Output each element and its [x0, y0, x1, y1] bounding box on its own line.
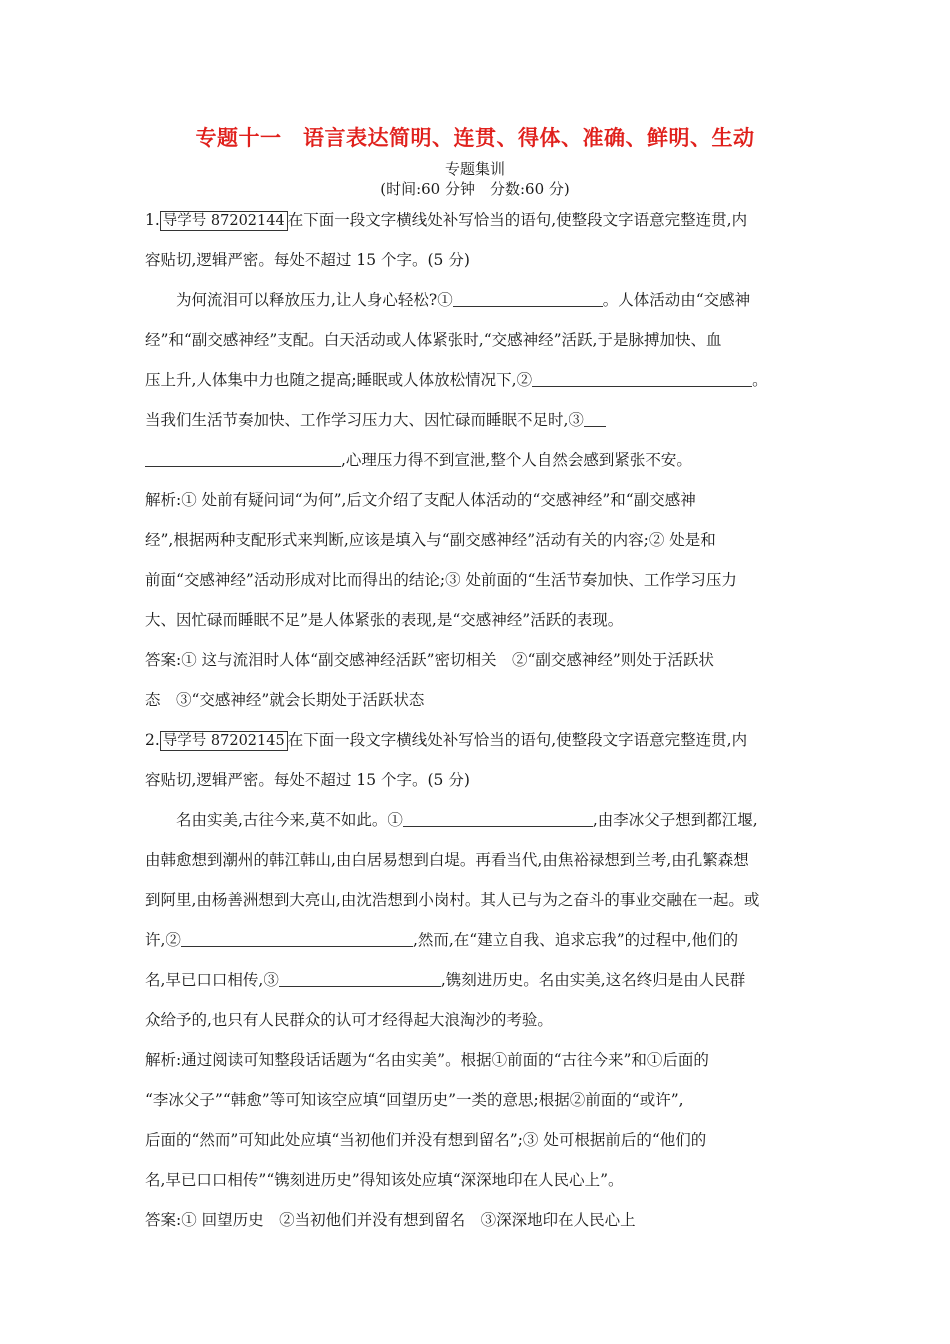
q1-prompt-cont: 容贴切,逻辑严密。每处不超过 15 个字。(5 分) — [145, 251, 470, 269]
q2-passage-line: 众给予的,也只有人民群众的认可才经得起大浪淘沙的考验。 — [145, 1011, 553, 1029]
q1-answer-line: 答案:① 这与流泪时人体“副交感神经活跃”密切相关 ②“副交感神经”则处于活跃状 — [145, 651, 714, 669]
q2-passage-line: 名,早已口口相传,③ ,镌刻进历史。名由实美,这名终归是由人民群 — [145, 960, 810, 1000]
q2-passage-line: 由韩愈想到潮州的韩江韩山,由白居易想到白堤。再看当代,由焦裕禄想到兰考,由孔繁森想 — [145, 851, 749, 869]
q1-passage-line: 压上升,人体集中力也随之提高;睡眠或人体放松情况下,② 。 — [145, 360, 810, 400]
q2-blank-2[interactable] — [181, 928, 413, 947]
q2-number: 2. — [145, 731, 160, 749]
page-title: 专题十一 语言表达简明、连贯、得体、准确、鲜明、生动 — [195, 126, 755, 150]
page-subtitle: 专题集训 — [444, 160, 505, 178]
q1-passage-line: ,心理压力得不到宣泄,整个人自然会感到紧张不安。 — [145, 440, 810, 480]
q1-blank-3-cont[interactable] — [145, 448, 341, 467]
q2-analysis-line: “李冰父子”“韩愈”等可知该空应填“回望历史”一类的意思;根据②前面的“或许”, — [145, 1091, 684, 1109]
q2-analysis-line: 名,早已口口相传”“镌刻进历史”得知该处应填“深深地印在人民心上”。 — [145, 1171, 624, 1189]
q1-analysis-line: 前面“交感神经”活动形成对比而得出的结论;③ 处前面的“生活节奏加快、工作学习压力 — [145, 571, 737, 589]
q1-blank-3[interactable] — [584, 408, 606, 427]
q2-prompt-cont: 容贴切,逻辑严密。每处不超过 15 个字。(5 分) — [145, 771, 470, 789]
q2-passage-line: 许,② ,然而,在“建立自我、追求忘我”的过程中,他们的 — [145, 920, 810, 960]
q2-answer-line: 答案:① 回望历史 ②当初他们并没有想到留名 ③深深地印在人民心上 — [145, 1211, 636, 1229]
q2-tag: 导学号 87202145 — [160, 731, 288, 751]
q1-number: 1. — [145, 211, 160, 229]
q1-blank-1[interactable] — [453, 288, 603, 307]
q1-analysis-line: 大、因忙碌而睡眠不足”是人体紧张的表现,是“交感神经”活跃的表现。 — [145, 611, 624, 629]
q2-prompt: 2. 导学号 87202145 在下面一段文字横线处补写恰当的语句,使整段文字语意完整连贯,内 — [145, 731, 748, 749]
exam-meta: (时间:60 分钟 分数:60 分) — [380, 180, 570, 198]
q2-blank-1[interactable] — [403, 808, 593, 827]
q1-analysis-line: 经”,根据两种支配形式来判断,应该是填入与“副交感神经”活动有关的内容;② 处是和 — [145, 531, 716, 549]
document-content — [145, 200, 810, 1240]
q1-passage-line: 当我们生活节奏加快、工作学习压力大、因忙碌而睡眠不足时,③ — [145, 400, 810, 440]
q1-blank-2[interactable] — [532, 368, 752, 387]
q2-analysis-line: 后面的“然而”可知此处应填“当初他们并没有想到留名”;③ 处可根据前后的“他们的 — [145, 1131, 707, 1149]
q2-analysis-line: 解析:通过阅读可知整段话话题为“名由实美”。根据①前面的“古往今来”和①后面的 — [145, 1051, 709, 1069]
q2-blank-3[interactable] — [279, 968, 441, 987]
q1-passage-line: 为何流泪可以释放压力,让人身心轻松?① 。人体活动由“交感神 — [145, 280, 810, 320]
q2-passage-line: 名由实美,古往今来,莫不如此。① ,由李冰父子想到都江堰, — [145, 800, 810, 840]
q1-passage-line: 经”和“副交感神经”支配。白天活动或人体紧张时,“交感神经”活跃,于是脉搏加快、血 — [145, 331, 722, 349]
q2-passage-line: 到阿里,由杨善洲想到大亮山,由沈浩想到小岗村。其人已与为之奋斗的事业交融在一起。或 — [145, 891, 760, 909]
q1-analysis-line: 解析:① 处前有疑问词“为何”,后文介绍了支配人体活动的“交感神经”和“副交感神 — [145, 491, 696, 509]
q1-prompt: 1. 导学号 87202144 在下面一段文字横线处补写恰当的语句,使整段文字语意完整连贯,内 — [145, 211, 748, 229]
q1-tag: 导学号 87202144 — [160, 211, 288, 231]
q1-answer-line: 态 ③“交感神经”就会长期处于活跃状态 — [145, 691, 425, 709]
